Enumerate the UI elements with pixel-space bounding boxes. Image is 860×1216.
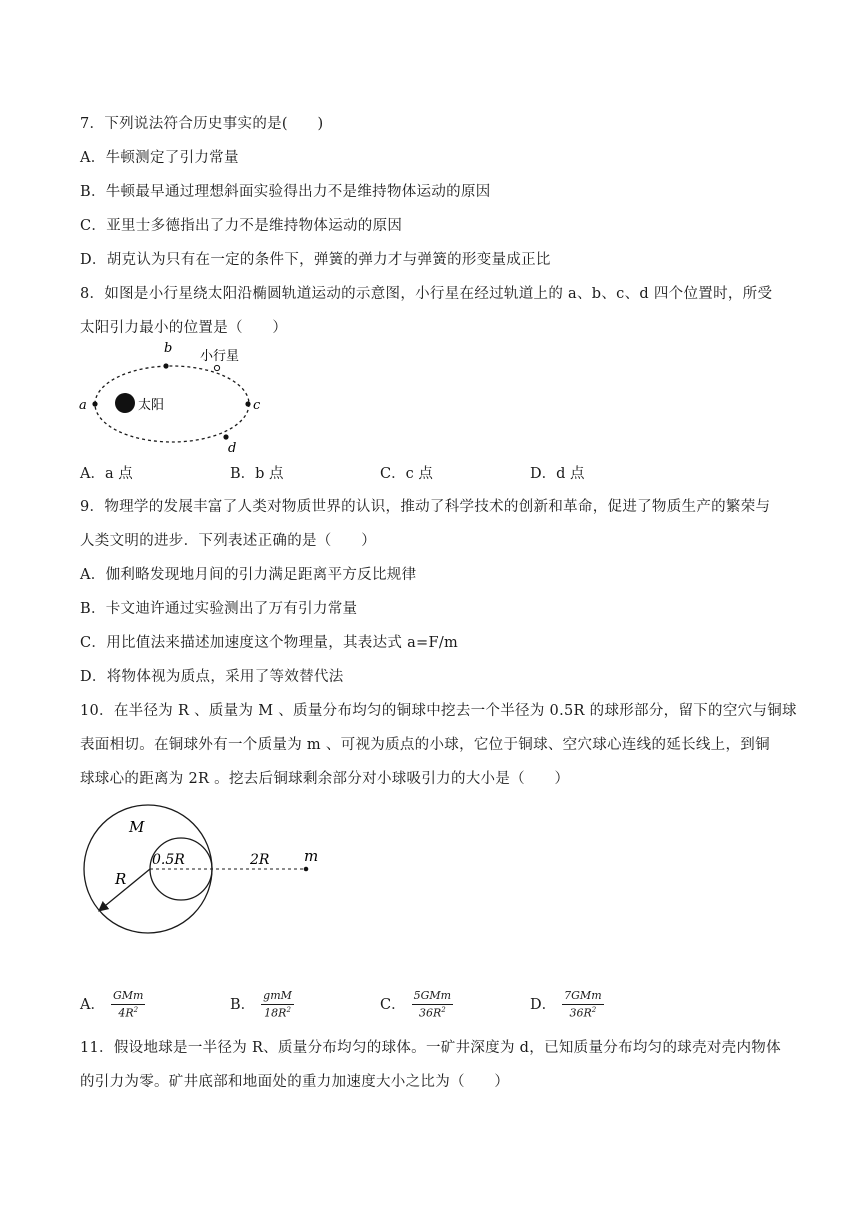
label-d: d	[228, 441, 237, 456]
q10-option-b-fraction	[261, 990, 294, 1020]
q7-option-c: C．亚里士多德指出了力不是维持物体运动的原因	[80, 218, 403, 234]
q10-option-c-fraction	[412, 990, 453, 1020]
q8-stem-line1: 8．如图是小行星绕太阳沿椭圆轨道运动的示意图，小行星在经过轨道上的 a、b、c、d 四个位置时，所受	[80, 286, 773, 302]
sun-icon	[115, 393, 135, 413]
q10-option-b-num: gmM	[261, 990, 294, 1005]
q10-stem-line2: 表面相切。在铜球外有一个质量为 m 、可视为质点的小球，它位于铜球、空穴球心连线的延长线上，到铜	[80, 737, 770, 753]
q10-option-a-den: 4R	[118, 1006, 134, 1020]
q10-option-d-den: 36R	[569, 1006, 592, 1020]
q10-option-c	[380, 990, 453, 1020]
q8-option-a: A．a 点	[80, 466, 133, 482]
q8-option-c: C．c 点	[380, 466, 433, 482]
label-R: R	[115, 870, 127, 888]
orbit-figure	[76, 338, 266, 458]
q10-option-b-label: B．	[230, 996, 256, 1013]
q10-option-b	[230, 990, 294, 1020]
q7-option-d: D．胡克认为只有在一定的条件下，弹簧的弹力才与弹簧的形变量成正比	[80, 252, 551, 268]
q10-option-a	[80, 990, 145, 1020]
q10-option-a-label: A．	[80, 996, 105, 1013]
label-M: M	[129, 818, 145, 836]
q10-stem-line3: 球球心的距离为 2R 。挖去后铜球剩余部分对小球吸引力的大小是（ ）	[80, 771, 570, 787]
label-b: b	[164, 341, 173, 356]
planet-icon	[214, 365, 219, 370]
q8-option-b: B．b 点	[230, 466, 284, 482]
sphere-figure	[80, 800, 340, 950]
q9-option-c: C．用比值法来描述加速度这个物理量，其表达式 a=F/m	[80, 635, 459, 651]
q7-option-b: B．牛顿最早通过理想斜面实验得出力不是维持物体运动的原因	[80, 184, 491, 200]
q10-option-c-label: C．	[380, 996, 406, 1013]
q10-option-a-fraction	[111, 990, 145, 1020]
q9-stem-line2: 人类文明的进步．下列表述正确的是（ ）	[80, 533, 376, 549]
q10-option-c-num: 5GMm	[412, 990, 453, 1005]
q7-option-a: A．牛顿测定了引力常量	[80, 150, 239, 166]
q10-option-b-den: 18R	[264, 1006, 287, 1020]
q9-option-d: D．将物体视为质点，采用了等效替代法	[80, 669, 344, 685]
planet-label: 小行星	[200, 349, 240, 364]
q8-option-d: D．d 点	[530, 466, 585, 482]
sun-label: 太阳	[138, 398, 165, 413]
q10-option-d-fraction	[562, 990, 603, 1020]
q10-option-d-num: 7GMm	[562, 990, 603, 1005]
q8-stem-line2: 太阳引力最小的位置是（ ）	[80, 320, 288, 336]
label-a: a	[79, 398, 87, 413]
q9-option-b: B．卡文迪许通过实验测出了万有引力常量	[80, 601, 358, 617]
point-c	[245, 401, 250, 406]
q10-option-c-den-sup: 2	[441, 1005, 446, 1014]
q7-stem: 7．下列说法符合历史事实的是( )	[80, 116, 324, 132]
q10-option-c-den: 36R	[418, 1006, 442, 1020]
q11-stem-line2: 的引力为零。矿井底部和地面处的重力加速度大小之比为（ ）	[80, 1074, 510, 1090]
q10-option-d-den-sup: 2	[591, 1005, 597, 1014]
q10-option-d-label: D．	[530, 996, 557, 1013]
label-c: c	[253, 398, 261, 413]
q10-option-d	[530, 990, 604, 1020]
q9-option-a: A．伽利略发现地月间的引力满足距离平方反比规律	[80, 567, 417, 583]
label-2R: 2R	[250, 852, 270, 868]
q10-stem-line1: 10．在半径为 R 、质量为 M 、质量分布均匀的铜球中挖去一个半径为 0.5R 的球形部分，留下的空穴与铜球	[80, 703, 797, 719]
q10-option-a-num: GMm	[111, 990, 145, 1005]
label-half-R: 0.5R	[152, 852, 185, 868]
q10-option-b-den-sup: 2	[286, 1005, 291, 1014]
q9-stem-line1: 9．物理学的发展丰富了人类对物质世界的认识，推动了科学技术的创新和革命，促进了物质生产的繁荣与	[80, 499, 771, 515]
q11-stem-line1: 11．假设地球是一半径为 R、质量分布均匀的球体。一矿井深度为 d，已知质量分布均匀的球壳对壳内物体	[80, 1040, 781, 1056]
point-a	[92, 401, 97, 406]
q10-option-a-den-sup: 2	[133, 1005, 139, 1014]
small-ball	[304, 867, 309, 872]
point-d	[223, 434, 228, 439]
point-b	[163, 363, 168, 368]
label-m: m	[304, 847, 319, 865]
